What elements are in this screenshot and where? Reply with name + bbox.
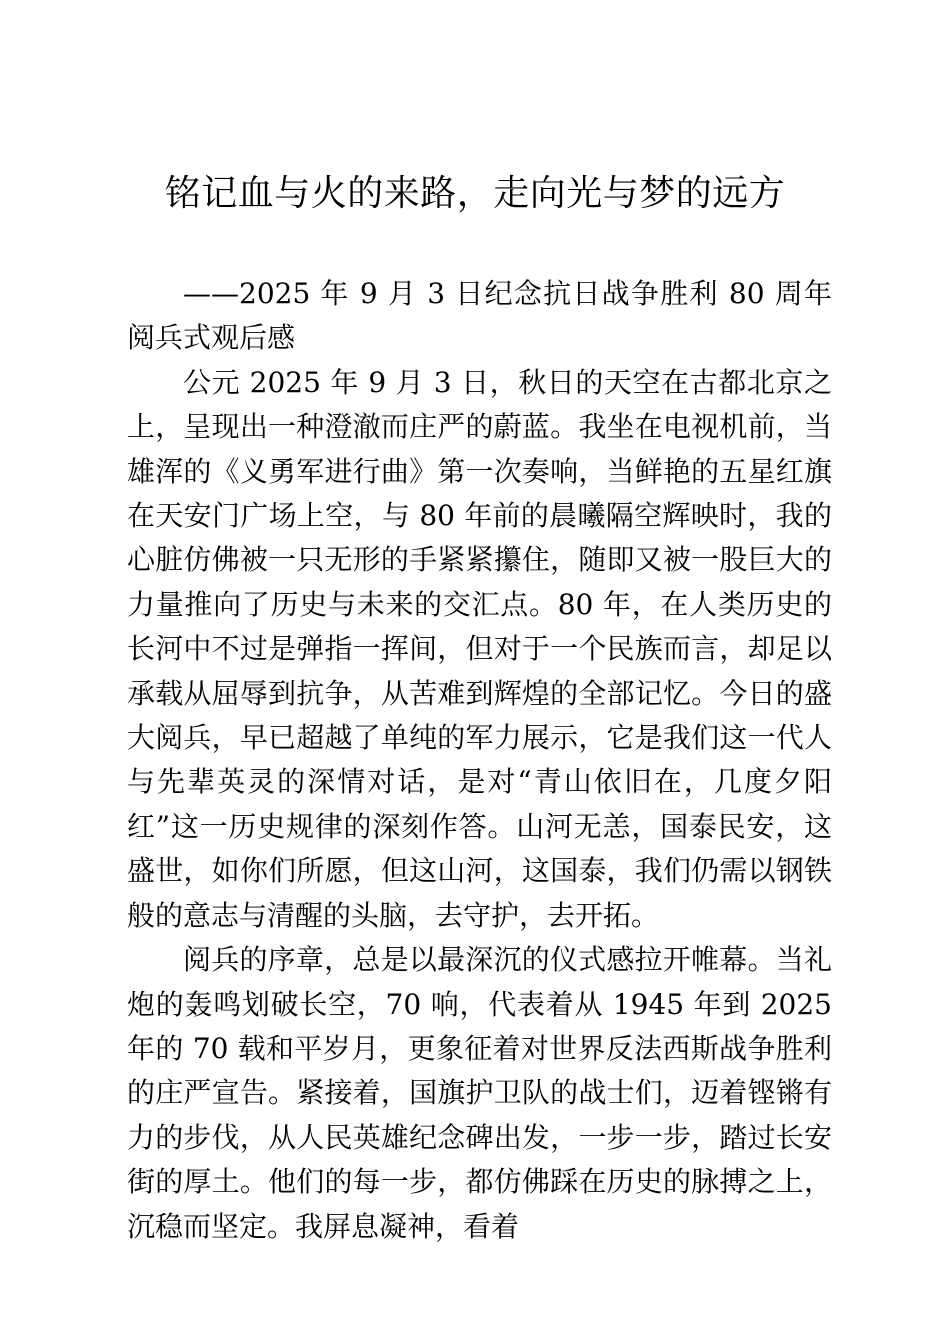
document-body <box>127 272 832 1249</box>
body-paragraph: 阅兵的序章，总是以最深沉的仪式感拉开帷幕。当礼炮的轰鸣划破长空，70 响，代表着从 1945 年到 2025 年的 70 载和平岁月，更象征着对世界反法西斯战争胜利的庄严宣告。紧接着，国旗护卫队的战士们，迈着铿锵有力的步伐，从人民英雄纪念碑出发，一步一步，踏过长安街的厚土。他们的每一步，都仿佛踩在历史的脉搏之上，沉稳而坚定。我屏息凝神，看着 <box>127 943 832 1243</box>
document-title: 铭记血与火的来路，走向光与梦的远方 <box>164 173 786 214</box>
body-paragraph: 公元 2025 年 9 月 3 日，秋日的天空在古都北京之上，呈现出一种澄澈而庄严的蔚蓝。我坐在电视机前，当雄浑的《义勇军进行曲》第一次奏响，当鲜艳的五星红旗在天安门广场上空，与 80 年前的晨曦隔空辉映时，我的心脏仿佛被一只无形的手紧紧攥住，随即又被一股巨大的力量推向了历史与未来的交汇点。80 年，在人类历史的长河中不过是弹指一挥间，但对于一个民族而言，却足以承载从屈辱到抗争，从苦难到辉煌的全部记忆。今日的盛大阅兵，早已超越了单纯的军力展示，它是我们这一代人与先辈英灵的深情对话，是对“青山依旧在，几度夕阳红”这一历史规律的深刻作答。山河无恙，国泰民安，这盛世，如你们所愿，但这山河，这国泰，我们仍需以钢铁般的意志与清醒的头脑，去守护，去开拓。 <box>127 365 832 932</box>
subtitle-paragraph: ——2025 年 9 月 3 日纪念抗日战争胜利 80 周年阅兵式观后感 <box>127 277 832 355</box>
